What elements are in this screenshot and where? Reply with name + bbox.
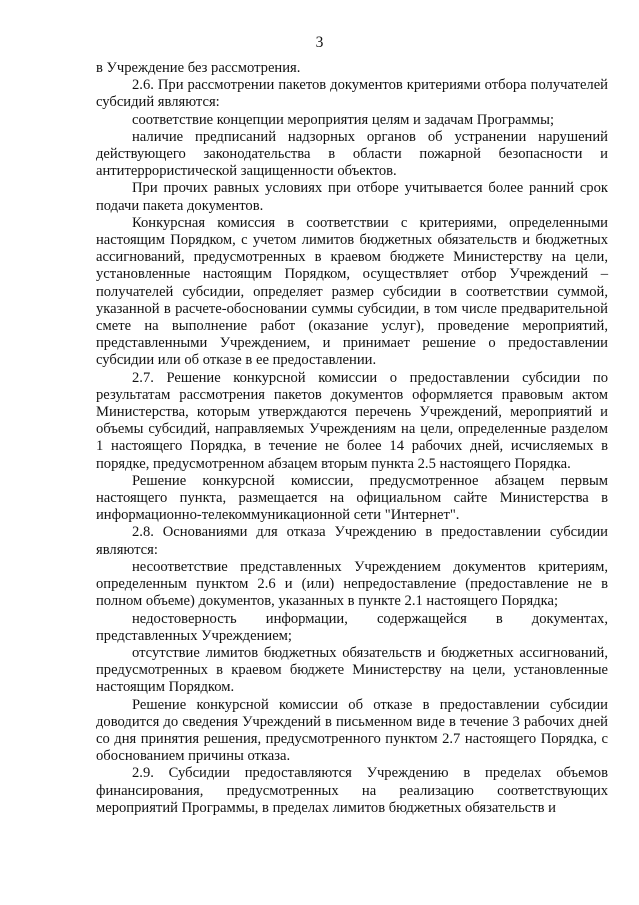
paragraph: отсутствие лимитов бюджетных обязательств и бюджетных ассигнований, предусмотренных в краевом бюджете Министерству на цели, установленные настоящим Порядком. bbox=[96, 644, 608, 696]
paragraph: Решение конкурсной комиссии, предусмотренное абзацем первым настоящего пункта, размещается на официальном сайте Министерства в информационно-телекоммуникационной сети "Интернет". bbox=[96, 472, 608, 524]
paragraph: недостоверность информации, содержащейся в документах, представленных Учреждением; bbox=[96, 610, 608, 644]
paragraph: При прочих равных условиях при отборе учитывается более ранний срок подачи пакета документов. bbox=[96, 180, 608, 214]
paragraph: Решение конкурсной комиссии об отказе в предоставлении субсидии доводится до сведения Учреждений в письменном виде в течение 3 рабочих дней со дня принятия решения, предусмотренного пунктом 2.7 настоящего Порядка, с обоснованием причины отказа. bbox=[96, 696, 608, 765]
paragraph: 2.9. Субсидии предоставляются Учреждению в пределах объемов финансирования, предусмотренных на реализацию соответствующих мероприятий Программы, в пределах лимитов бюджетных обязательств и bbox=[96, 765, 608, 816]
paragraph: соответствие концепции мероприятия целям и задачам Программы; bbox=[132, 111, 554, 128]
paragraph: в Учреждение без рассмотрения. bbox=[96, 60, 301, 76]
document-body bbox=[96, 60, 608, 817]
paragraph: 2.6. При рассмотрении пакетов документов критериями отбора получателей субсидий являются: bbox=[96, 77, 608, 111]
paragraph: несоответствие представленных Учреждением документов критериям, определенным пунктом 2.6 и (или) непредоставление (предоставление не в полном объеме) документов, указанных в пункте 2.1 настоящего Порядка; bbox=[96, 558, 608, 610]
paragraph: 2.8. Основаниями для отказа Учреждению в предоставлении субсидии являются: bbox=[96, 524, 608, 558]
paragraph: 2.7. Решение конкурсной комиссии о предоставлении субсидии по результатам рассмотрения пакетов документов оформляется правовым актом Министерства, которым утверждаются перечень Учреждений, мероприятий и объемы субсидий, направляемых Учреждениям на цели, определенные разделом 1 настоящего Порядка, в течение не более 14 рабочих дней, исчисляемых в порядке, предусмотренном абзацем вторым пункта 2.5 настоящего Порядка. bbox=[96, 369, 608, 472]
page-number: 3 bbox=[315, 34, 324, 51]
paragraph: наличие предписаний надзорных органов об устранении нарушений действующего законодательства в области пожарной безопасности и антитеррористической защищенности объектов. bbox=[96, 128, 608, 180]
paragraph: Конкурсная комиссия в соответствии с критериями, определенными настоящим Порядком, с учетом лимитов бюджетных обязательств и бюджетных ассигнований, предусмотренных в краевом бюджете Министерству на цели, установленные настоящим Порядком, осуществляет отбор Учреждений – получателей субсидии, определяет размер субсидии в соответствии суммой, указанной в расчете-обосновании суммы субсидии, в том числе предварительной смете на выполнение работ (оказание услуг), проведение мероприятий, представленными Учреждением, и принимает решение о предоставлении субсидии или об отказе в ее предоставлении. bbox=[96, 214, 608, 369]
